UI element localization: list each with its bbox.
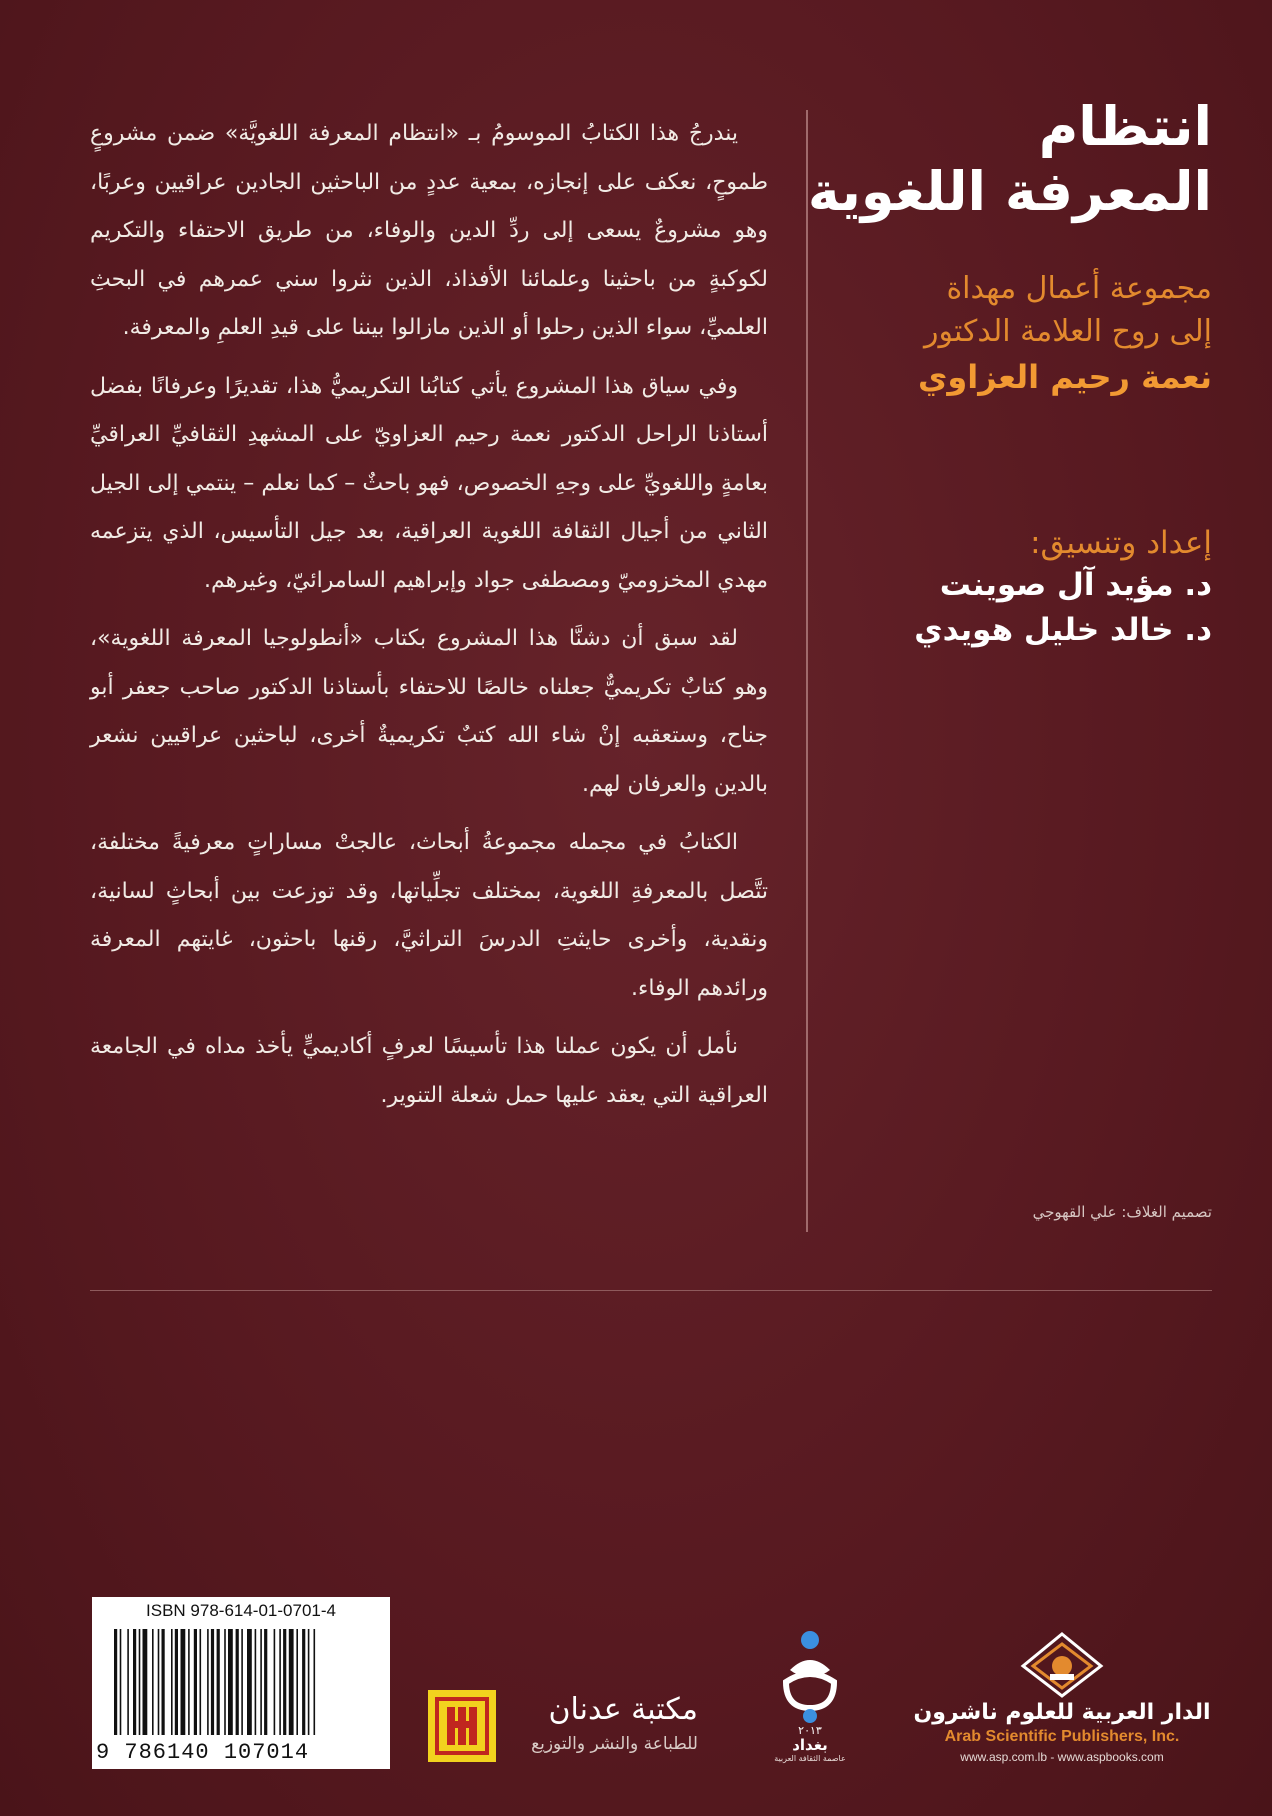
baghdad-year: ٢٠١٣ (798, 1724, 822, 1737)
isbn-number: ISBN 978-614-01-0701-4 (146, 1601, 336, 1620)
credits-label: إعداد وتنسيق: (1030, 525, 1212, 561)
asp-name-arabic: الدار العربية للعلوم ناشرون (913, 1700, 1211, 1725)
blurb-text (90, 110, 768, 1130)
honoree-name: نعمة رحيم العزاوي (918, 357, 1212, 396)
asp-name-english: Arab Scientific Publishers, Inc. (944, 1728, 1180, 1745)
bottom-divider (90, 1290, 1212, 1291)
editor-1: د. مؤيد آل صوينت (939, 567, 1212, 603)
adnan-tagline: للطباعة والنشر والتوزيع (531, 1734, 698, 1754)
editors-block (792, 525, 1212, 653)
asp-publisher-logo (912, 1630, 1212, 1770)
baghdad-capital-of-culture-emblem (760, 1630, 860, 1765)
baghdad-tagline: عاصمة الثقافة العربية (774, 1754, 846, 1763)
blurb-paragraph-1: يندرجُ هذا الكتابُ الموسومُ بـ «انتظام المعرفة اللغويَّة» ضمن مشروعٍ طموحٍ، نعكف على إنجازه، بمعية عددٍ من الباحثين الجادين عراقيين وعربًا، وهو مشروعٌ يسعى إلى ردِّ الدين والوفاء، من طريق الاحتفاء والتكريم لكوكبةٍ من باحثينا وعلمائنا الأفذاذ، الذين نثروا سني عمرهم في البحثِ العلميِّ، سواء الذين رحلوا أو الذين مازالوا بيننا على قيدِ العلمِ والمعرفة. (90, 121, 768, 340)
column-divider (806, 110, 808, 1232)
asp-website: www.asp.com.lb - www.aspbooks.com (960, 1750, 1164, 1764)
adnan-name: مكتبة عدنان (548, 1692, 698, 1727)
subtitle-line-1: مجموعة أعمال مهداة (946, 270, 1212, 306)
book-subtitle (792, 267, 1212, 400)
cover-design-credit: تصميم الغلاف: علي القهوجي (1032, 1203, 1212, 1221)
book-title-line-1: انتظام (1038, 95, 1212, 158)
title-block (792, 95, 1212, 400)
blurb-paragraph-5: نأمل أن يكون عملنا هذا تأسيسًا لعرفٍ أكاديميٍّ يأخذ مداه في الجامعة العراقية التي يعقد عليها حمل شعلة التنوير. (90, 1034, 768, 1108)
asp-emblem-icon (1017, 1630, 1107, 1700)
baghdad-name: بغداد (792, 1736, 828, 1754)
barcode-bars (114, 1629, 380, 1735)
baghdad-emblem-icon (760, 1630, 860, 1724)
isbn-barcode (92, 1597, 390, 1769)
blurb-paragraph-3: لقد سبق أن دشنَّا هذا المشروع بكتاب «أنطولوجيا المعرفة اللغوية»، وهو كتابٌ تكريميٌّ جعلناه خالصًا للاحتفاء بأستاذنا الدكتور صاحب جعفر أبو جناح، وستعقبه إنْ شاء الله كتبٌ تكريميةٌ أخرى، لباحثين عراقيين نشعر بالدين والعرفان لهم. (90, 626, 768, 797)
editor-2: د. خالد خليل هويدي (914, 611, 1212, 648)
blurb-paragraph-4: الكتابُ في مجمله مجموعةُ أبحاث، عالجتْ مساراتٍ معرفيةً مختلفة، تتَّصل بالمعرفةِ اللغوية، بمختلف تجلِّياتها، وقد توزعت بين أبحاثٍ لسانية، ونقدية، وأخرى حايثتِ الدرسَ التراثيَّ، رقنها باحثون، غايتهم المعرفة ورائدهم الوفاء. (90, 830, 768, 1001)
adnan-logo-icon (428, 1690, 496, 1762)
subtitle-line-2: إلى روح العلامة الدكتور (924, 314, 1212, 350)
barcode-digits: 9 786140 107014 (96, 1740, 310, 1765)
adnan-bookshop-logo (428, 1690, 698, 1770)
blurb-paragraph-2: وفي سياق هذا المشروع يأتي كتابُنا التكريميُّ هذا، تقديرًا وعرفانًا بفضل أستاذنا الراحل الدكتور نعمة رحيم العزاويّ على المشهدِ الثقافيِّ العراقيِّ بعامةٍ واللغويِّ على وجهِ الخصوص، فهو باحثٌ – كما نعلم – ينتمي إلى الجيل الثاني من أجيال الثقافة اللغوية العراقية، بعد جيل التأسيس، الذي يتزعمه مهدي المخزوميّ ومصطفى جواد وإبراهيم السامرائيّ، وغيرهم. (90, 373, 768, 593)
book-title-line-2: المعرفة اللغوية (807, 159, 1212, 223)
